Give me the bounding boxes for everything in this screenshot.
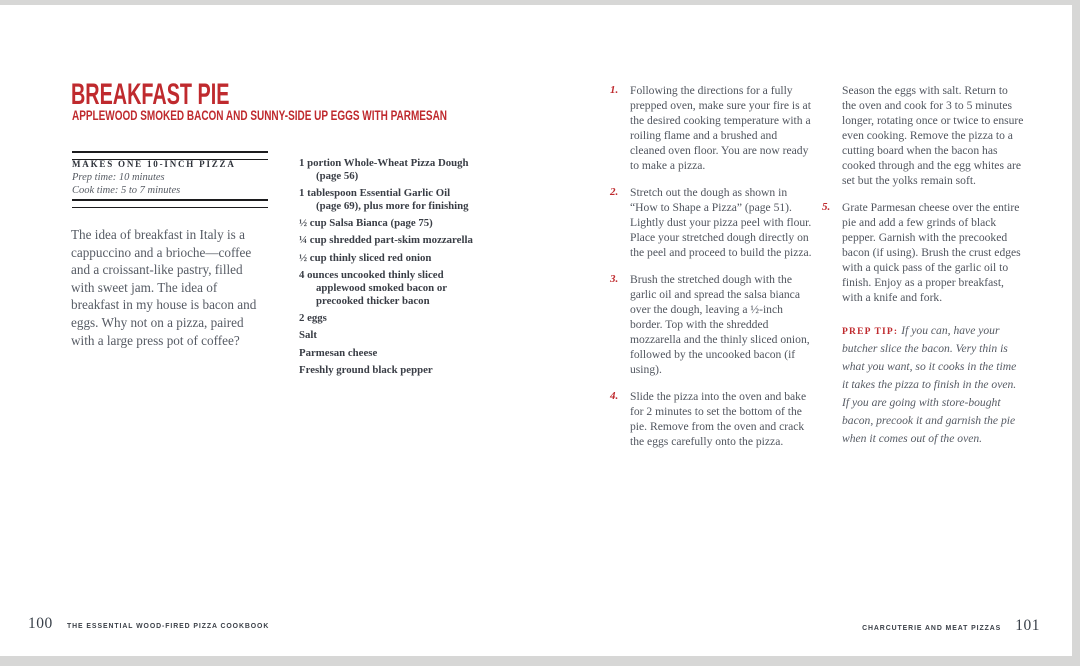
step-text: Season the eggs with salt. Return to the oven and cook for 3 to 5 minutes longer, rotating once or twice to ensure even cooking. Remove the pizza to a cutting board when the bacon has cooked through and the egg whites are set but the yolks remain soft. xyxy=(842,84,1024,187)
step-item xyxy=(610,185,812,260)
prep-tip-label: PREP TIP: xyxy=(842,327,899,337)
ingredient-item: ¼ cup shredded part-skim mozzarella xyxy=(299,234,473,247)
prep-tip xyxy=(822,321,1024,447)
step-text: Slide the pizza into the oven and bake for 2 minutes to set the bottom of the pie. Remove from the oven and crack the eggs carefully onto the pizza. xyxy=(630,390,807,448)
intro-paragraph: The idea of breakfast in Italy is a cappuccino and a brioche—coffee and a croissant-like pastry, filled with sweet jam. The idea of breakfast in my house is bacon and eggs. Why not on a pizza, paired with a large press pot of coffee? xyxy=(71,227,257,348)
page-title: BREAKFAST PIE xyxy=(71,78,230,111)
step-number: 4. xyxy=(610,390,619,402)
recipe-subtitle-wrap xyxy=(72,109,579,123)
ingredient-item: Parmesan cheese xyxy=(299,346,378,359)
yield-line: MAKES ONE 10-INCH PIZZA xyxy=(72,159,236,169)
step-continuation xyxy=(822,83,1024,188)
step-text: Following the directions for a fully prepped oven, make sure your fire is at the desired cooking temperature with a roiling flame and a brushed and cleaned oven floor. You are now ready to make a pizza. xyxy=(630,84,811,172)
step-number: 5. xyxy=(822,201,831,213)
left-page-number: 100 xyxy=(28,615,53,632)
ingredient-item: 4 ounces uncooked thinly sliced applewood smoked bacon or precooked thicker bacon xyxy=(299,269,447,307)
step-item xyxy=(610,389,812,449)
step-number: 3. xyxy=(610,273,619,285)
ingredient-list xyxy=(299,157,473,381)
recipe-subtitle: APPLEWOOD SMOKED BACON AND SUNNY-SIDE UP EGGS WITH PARMESAN xyxy=(72,108,448,123)
book-spread xyxy=(0,5,1072,656)
step-text: Stretch out the dough as shown in “How to Shape a Pizza” (page 51). Lightly dust your pizza peel with flour. Place your stretched dough directly on the peel and proceed to build the pizza. xyxy=(630,186,812,259)
info-rule-bottom xyxy=(72,199,268,208)
left-footer-caption: THE ESSENTIAL WOOD-FIRED PIZZA COOKBOOK xyxy=(66,621,270,630)
steps-column-2 xyxy=(822,83,1024,447)
prep-tip-text: If you can, have your butcher slice the bacon. Very thin is what you want, so it cooks in the time it takes the pizza to finish in the oven. If you are going with store-bought bacon, precook it and garnish the pie when it comes out of the oven. xyxy=(842,324,1017,445)
step-number: 2. xyxy=(610,186,619,198)
step-item xyxy=(822,200,1024,305)
ingredient-item: ½ cup Salsa Bianca (page 75) xyxy=(299,217,433,230)
ingredient-item: ½ cup thinly sliced red onion xyxy=(299,251,432,264)
recipe-title xyxy=(71,80,311,110)
step-text: Brush the stretched dough with the garlic oil and spread the salsa bianca over the dough, leaving a ½-inch border. Top with the shredded mozzarella and the thinly sliced onion, followed by the uncooked bacon (if using). xyxy=(630,273,810,376)
right-page-number: 101 xyxy=(1015,617,1040,634)
ingredient-item: 1 tablespoon Essential Garlic Oil (page 69), plus more for finishing xyxy=(299,187,469,212)
steps-column-1 xyxy=(610,83,812,461)
step-number xyxy=(822,83,842,188)
step-number: 1. xyxy=(610,84,619,96)
footer-left xyxy=(28,615,287,633)
step-item xyxy=(610,83,812,173)
step-text: Grate Parmesan cheese over the entire pie and add a few grinds of black pepper. Garnish with the precooked bacon (if using). Brush the crust edges with a quick pass of the garlic oil to finish. Enjoy as a proper breakfast, with a knife and fork. xyxy=(842,201,1021,304)
step-item xyxy=(610,272,812,377)
ingredient-item: Salt xyxy=(299,329,317,342)
ingredient-item: Freshly ground black pepper xyxy=(299,363,433,376)
ingredient-item: 1 portion Whole-Wheat Pizza Dough (page 56) xyxy=(299,157,469,182)
right-footer-caption: CHARCUTERIE AND MEAT PIZZAS xyxy=(862,623,1002,632)
cook-time: Cook time: 5 to 7 minutes xyxy=(72,185,181,196)
footer-right xyxy=(850,617,1040,635)
prep-time: Prep time: 10 minutes xyxy=(72,172,165,183)
ingredient-item: 2 eggs xyxy=(299,311,327,324)
